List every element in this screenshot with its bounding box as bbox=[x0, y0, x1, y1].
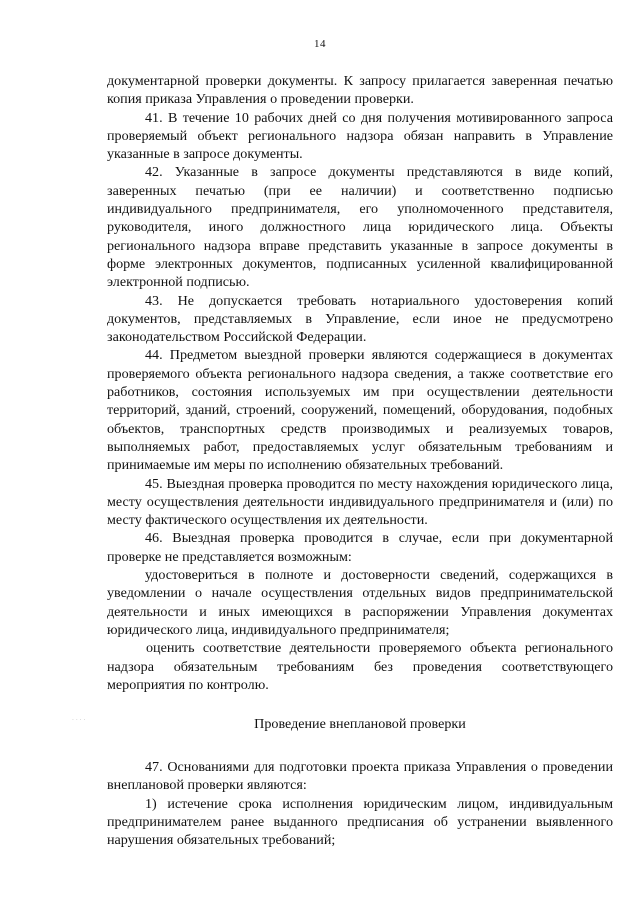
paragraph-41: 41. В течение 10 рабочих дней со дня получения мотивированного запроса проверяемый объект регионального надзора обязан направить в Управление указанные в запросе документы. bbox=[107, 109, 613, 163]
paragraph-47-item-1: 1) истечение срока исполнения юридическим лицом, индивидуальным предпринимателем ранее выданного предписания об устранении выявленного нарушения обязательных требований; bbox=[107, 795, 613, 849]
paragraph-46: 46. Выездная проверка проводится в случае, если при документарной проверке не представляется возможным: bbox=[107, 530, 613, 565]
paragraph-45: 45. Выездная проверка проводится по месту нахождения юридического лица, месту осуществления деятельности индивидуального предпринимателя и (или) по месту фактического осуществления их деятельности. bbox=[107, 475, 613, 529]
paragraph-42: 42. Указанные в запросе документы представляются в виде копий, заверенных печатью (при ее наличии) и соответственно подписью индивидуального предпринимателя, его уполномоченного представителя, руководителя, иного должностного лица юридического лица. Объекты регионального надзора вправе представить указанные в запросе документы в форме электронных документов, подписанных усиленной квалифицированной электронной подписью. bbox=[107, 164, 613, 291]
body-text-after-heading bbox=[107, 758, 613, 849]
paragraph-43: 43. Не допускается требовать нотариального удостоверения копий документов, представляемых в Управление, если иное не предусмотрено законодательством Российской Федерации. bbox=[107, 292, 613, 346]
body-text bbox=[107, 72, 613, 694]
paragraph-44: 44. Предметом выездной проверки являются содержащиеся в документах проверяемого объекта регионального надзора сведения, а также соответствие его работников, состояния используемых им при осуществлении деятельности территорий, зданий, строений, сооружений, помещений, оборудования, подобных объектов, транспортных средств производимых и реализуемых товаров, выполняемых работ, предоставляемых услуг обязательным требованиям и принимаемые им меры по исполнению обязательных требований. bbox=[107, 347, 613, 474]
paragraph-continuation: документарной проверки документы. К запросу прилагается заверенная печатью копия приказа Управления о проведении проверки. bbox=[107, 73, 613, 108]
scan-speck: · · · · bbox=[72, 717, 86, 724]
paragraph-46-item-1: удостовериться в полноте и достоверности сведений, содержащихся в уведомлении о начале осуществления отдельных видов предпринимательской деятельности и иных имеющихся в распоряжении Управления документах юридического лица, индивидуального предпринимателя; bbox=[107, 567, 613, 638]
paragraph-46-item-2: оценить соответствие деятельности проверяемого объекта регионального надзора обязательным требованиям без проведения соответствующего мероприятия по контролю. bbox=[107, 640, 613, 693]
section-heading: Проведение внеплановой проверки bbox=[254, 716, 466, 732]
page-number: 14 bbox=[314, 38, 326, 50]
paragraph-47: 47. Основаниями для подготовки проекта приказа Управления о проведении внеплановой проверки являются: bbox=[107, 759, 613, 794]
